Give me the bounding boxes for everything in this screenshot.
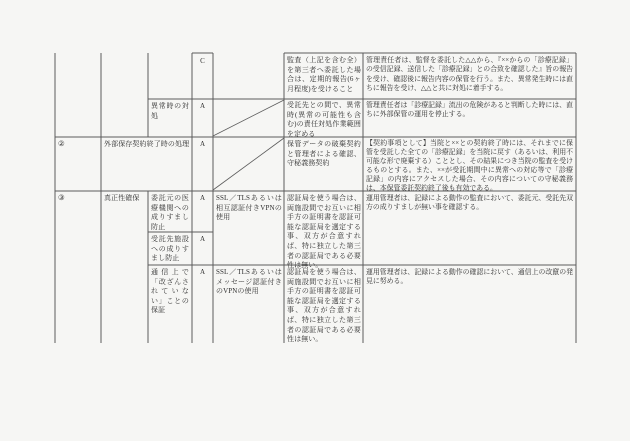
grade-cell-r4a: A — [199, 194, 206, 202]
grade-cell-c: C — [200, 57, 205, 65]
item-number-3: ③ — [58, 193, 65, 202]
operation-cell-spoofing-check: 運用管理者は、記録による動作の監査において、委託元、受託先双方の成りすましが無い事を確認する。 — [366, 195, 573, 212]
condition-cell-ca-r4c: 認証局を使う場合は、両施設間でお互いに相手方の証明書を認証可能な認証局を選定する事、双方が合意すれば、特に独立した第三者の認証局である必要性は無い。 — [287, 268, 361, 344]
operation-cell-audit-report: 管理責任者は、監督を委託した△△から、『××からの「診療記録」の受信記録、送信した「診療記録」との合致を確認した』旨の報告を受け、確認後に報告内容の保管を行う。また、異常発生時には直ちに報告を受け、△△と共に対処に着手する。 — [366, 57, 573, 93]
item-cell-spoofing-hospital: 委託元の医療機関への成りすまし防止 — [151, 194, 189, 231]
condition-cell-ca-r4ab: 認証局を使う場合は、両施設間でお互いに相手方の証明書を認証可能な認証局を選定する事、双方が合意すれば、特に独立した第三者の認証局である必要性は無い。 — [287, 194, 361, 270]
operation-cell-stop-storage: 管理責任者は「診療記録」流出の危険があると判断した時には、直ちに外部保管の運用を停止する。 — [366, 102, 573, 119]
measure-cell-incident-scope: 受託先との間で、異常時(異常の可能性も含む)の責任対処作業範囲を定める — [287, 101, 361, 138]
category-cell-authenticity: 真正性確保 — [104, 194, 140, 202]
grade-cell-r4b: A — [199, 235, 206, 243]
grade-cell-r2: A — [199, 102, 206, 110]
grade-cell-r3: A — [199, 140, 206, 148]
na-diagonal-row3 — [213, 138, 284, 190]
operation-cell-contract-terms: 【契約事項として】当院と××との契約終了時には、それまでに保管を受託した全ての「診療記録」を当院に戻す（あるいは、利用不可能な形で廃棄する）こととし、その結果につき当院の監査を受けるものとする。また、××が受託期間中に異常への対応等で「診療記録」の内容にアクセスした場合、その内容についての守秘義務は、本保管委託契約終了後も有効である。 — [366, 140, 573, 192]
na-diagonal-row2 — [213, 100, 284, 136]
category-cell-contract-end: 外部保存契約終了時の処理 — [104, 140, 190, 148]
grade-cell-r4c: A — [199, 268, 206, 276]
measure-cell-data-disposal: 保管データの破棄契約と管理者による確認、守秘義務契約 — [287, 140, 361, 168]
method-cell-ssl-message-vpn: SSL／TLSあるいはメッセージ認証付きのVPNの使用 — [216, 268, 282, 296]
item-cell-spoofing-contractor: 受託先施設への成りすまし防止 — [151, 235, 189, 263]
method-cell-ssl-mutual-vpn: SSL／TLSあるいは相互認証付きVPNの使用 — [216, 194, 282, 222]
measure-cell-audit-report: 監査（上記を含む全）を第三者へ委託した場合は、定期的報告(6ヶ月程度)を受けること — [287, 56, 361, 93]
operation-cell-tamper-check: 運用管理者は、記録による動作の確認において、通信上の改竄の発見に努める。 — [366, 269, 573, 286]
item-cell-tamper-free: 通信上で「改ざんされていない」ことの保証 — [151, 268, 189, 315]
item-cell-incident-handling: 異常時の対処 — [151, 102, 189, 120]
item-number-2: ② — [58, 139, 65, 148]
